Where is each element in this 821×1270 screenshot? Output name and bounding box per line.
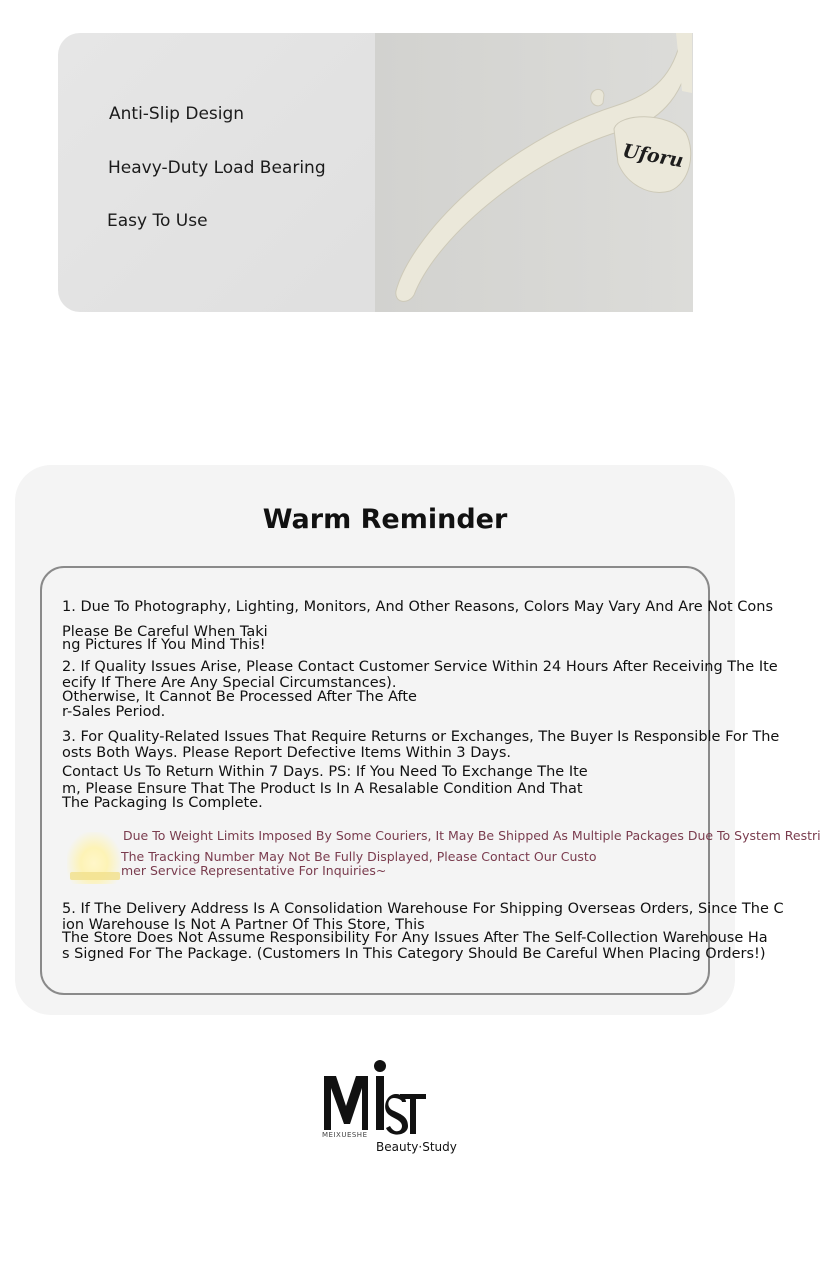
reminder-line: 2. If Quality Issues Arise, Please Contact Customer Service Within 24 Hours After Receiving The Ite bbox=[62, 659, 778, 675]
brand-logo bbox=[322, 1058, 432, 1142]
reminder-line: s Signed For The Package. (Customers In This Category Should Be Careful When Placing Orders!) bbox=[62, 946, 766, 962]
feature-easy-to-use: Easy To Use bbox=[107, 211, 208, 231]
highlight-bar bbox=[70, 872, 120, 880]
reminder-line: The Store Does Not Assume Responsibility For Any Issues After The Self-Collection Warehouse Ha bbox=[62, 930, 768, 946]
reminder-line: Please Be Careful When Taki bbox=[62, 624, 268, 640]
reminder-line: ng Pictures If You Mind This! bbox=[62, 637, 266, 653]
brand-subtitle: Beauty·Study bbox=[376, 1140, 457, 1154]
reminder-line: osts Both Ways. Please Report Defective Items Within 3 Days. bbox=[62, 745, 512, 761]
reminder-line: The Packaging Is Complete. bbox=[62, 795, 263, 811]
reminder-line: Due To Weight Limits Imposed By Some Couriers, It May Be Shipped As Multiple Packages Due To System Restri bbox=[123, 828, 821, 843]
reminder-line: ecify If There Are Any Special Circumstances). bbox=[62, 675, 397, 691]
reminder-line: Otherwise, It Cannot Be Processed After The Afte bbox=[62, 689, 417, 705]
reminder-title: Warm Reminder bbox=[262, 504, 508, 535]
reminder-line: 1. Due To Photography, Lighting, Monitors, And Other Reasons, Colors May Vary And Are Not Cons bbox=[62, 599, 774, 615]
reminder-line: 5. If The Delivery Address Is A Consolidation Warehouse For Shipping Overseas Orders, Since The C bbox=[62, 901, 784, 917]
reminder-line: m, Please Ensure That The Product Is In A Resalable Condition And That bbox=[62, 781, 583, 797]
reminder-line: The Tracking Number May Not Be Fully Displayed, Please Contact Our Custo bbox=[121, 849, 597, 864]
reminder-line: ion Warehouse Is Not A Partner Of This Store, This bbox=[62, 917, 425, 933]
feature-load-bearing: Heavy-Duty Load Bearing bbox=[108, 158, 326, 178]
brand-small-text: MEIXUESHE bbox=[322, 1131, 368, 1139]
reminder-line: Contact Us To Return Within 7 Days. PS: If You Need To Exchange The Ite bbox=[62, 764, 588, 780]
reminder-line: mer Service Representative For Inquiries~ bbox=[121, 863, 387, 878]
product-brand-logo: Uforu bbox=[620, 139, 686, 173]
reminder-line: r-Sales Period. bbox=[62, 704, 166, 720]
feature-anti-slip: Anti-Slip Design bbox=[109, 104, 245, 124]
reminder-line: 3. For Quality-Related Issues That Require Returns or Exchanges, The Buyer Is Responsible For The bbox=[62, 729, 780, 745]
